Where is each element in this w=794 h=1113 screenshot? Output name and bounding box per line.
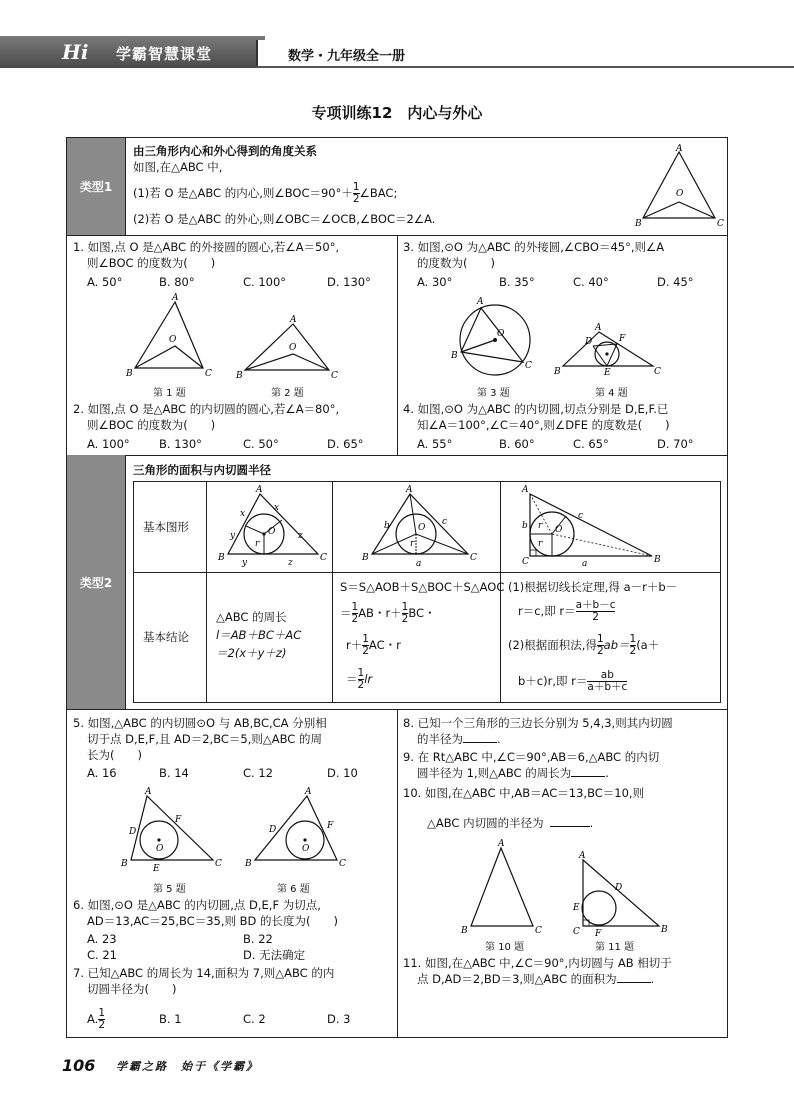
label-b: B [554, 367, 561, 377]
label-r: r [410, 539, 415, 549]
figure-10 [463, 840, 543, 938]
fraction [98, 1008, 105, 1031]
label-o: O [497, 329, 505, 339]
area-line2 [340, 602, 436, 625]
q6-option-d[interactable]: D. 无法确定 [243, 948, 306, 962]
answer-blank[interactable] [550, 817, 590, 827]
q8-line2: 的半径为 . [417, 732, 501, 746]
frac-den: 2 [596, 645, 604, 657]
q11-line2: 点 D,AD＝2,BD＝3,则△ABC 的面积为 . [417, 972, 655, 986]
label-b-side: b [522, 521, 528, 531]
label-b: B [245, 859, 252, 869]
q9-line2: 圆半径为 1,则△ABC 的周长为 . [417, 766, 609, 780]
type1-figure [635, 146, 725, 228]
q10-line1: 10. 如图,在△ABC 中,AB＝AC＝13,BC＝10,则 [403, 786, 645, 800]
brand-name: 学霸智慧课堂 [116, 45, 213, 63]
type1-intro: 如图,在△ABC 中, [133, 160, 223, 174]
frac-num: 1 [629, 633, 637, 645]
answer-blank[interactable] [571, 767, 605, 777]
label-b: B [451, 351, 458, 361]
frac-num: 1 [352, 181, 360, 193]
header-rule [256, 66, 794, 68]
label-d: D [615, 883, 623, 893]
type2-table [133, 481, 721, 703]
area-method-line2 [518, 670, 627, 693]
label-c: C [205, 369, 212, 379]
label-d: D [585, 337, 593, 347]
q1-line2: 则∠BOC 的度数为( ) [87, 256, 216, 270]
label-x: x [240, 509, 246, 519]
q6-option-b[interactable]: B. 22 [243, 932, 273, 946]
label-o: O [169, 335, 177, 345]
label-c: C [573, 927, 580, 937]
table-rule [206, 482, 207, 702]
label-c: C [470, 553, 477, 563]
q5-option-b[interactable]: B. 14 [159, 766, 189, 780]
label-b: B [654, 555, 661, 565]
label-o: O [555, 525, 563, 535]
q4-option-d[interactable]: D. 70° [657, 437, 694, 451]
area-term: lr [364, 672, 373, 686]
q1-option-d[interactable]: D. 130° [327, 275, 371, 289]
area-method-text: (2)根据面积法,得 [508, 638, 597, 652]
label-o: O [676, 189, 684, 199]
label-a-side: a [416, 559, 422, 569]
label-b: B [236, 371, 243, 381]
label-c-side: c [442, 517, 448, 527]
label-b: B [362, 553, 369, 563]
label-a: A [290, 315, 297, 325]
label-c: C [654, 367, 661, 377]
q7-line1: 7. 已知△ABC 的周长为 14,面积为 7,则△ABC 的内 [73, 966, 335, 980]
footer-slogan: 学霸之路 始于《学霸》 [116, 1060, 259, 1073]
figure-2 [236, 315, 338, 381]
label-c-side: c [578, 511, 584, 521]
label-a: A [256, 485, 263, 495]
caption-4: 第 4 题 [595, 388, 628, 399]
frac-num: 1 [98, 1007, 106, 1019]
q4-option-c[interactable]: C. 65° [573, 437, 609, 451]
q11-text: 点 D,AD＝2,BD＝3,则△ABC 的面积为 [417, 972, 617, 986]
q4-line2: 知∠A＝100°,∠C＝40°,则∠DFE 的度数是( ) [417, 418, 670, 432]
brand-logo: Hi [62, 40, 89, 64]
q6-option-c[interactable]: C. 21 [87, 948, 117, 962]
label-a: A [498, 839, 505, 849]
fraction [362, 634, 369, 657]
tangent-line2 [518, 600, 615, 623]
label-f: F [619, 334, 626, 344]
answer-blank[interactable] [617, 973, 651, 983]
row-basic-figure: 基本图形 [143, 520, 189, 534]
rule1-text: (1)若 O 是△ABC 的内心,则∠BOC＝90°＋ [133, 186, 353, 200]
label-a: A [477, 297, 484, 307]
q11-line1: 11. 如图,在△ABC 中,∠C＝90°,内切圆与 AB 相切于 [403, 956, 672, 970]
column-divider [397, 709, 398, 1038]
q10-text: △ABC 内切圆的半径为 [427, 816, 544, 830]
q9-text: 圆半径为 1,则△ABC 的周长为 [417, 766, 572, 780]
frac-den: 2 [357, 679, 365, 691]
label-b: B [635, 219, 642, 229]
area-method-text: ab＝ [603, 638, 630, 652]
q6-line1: 6. 如图,⊙O 是△ABC 的内切圆,点 D,E,F 为切点, [73, 898, 321, 912]
area-term: AC・r [368, 638, 401, 652]
frac-den: a＋b＋c [587, 681, 628, 693]
label-a-side: a [582, 559, 588, 569]
caption-6: 第 6 题 [277, 884, 310, 895]
q1-option-b[interactable]: B. 80° [159, 275, 195, 289]
fraction [587, 670, 627, 693]
q5-option-a[interactable]: A. 16 [87, 766, 117, 780]
fraction [353, 182, 360, 205]
q2-option-d[interactable]: D. 65° [327, 437, 364, 451]
figure-1 [123, 293, 213, 379]
q3-line1: 3. 如图,⊙O 为△ABC 的外接圆,∠CBO＝45°,则∠A [403, 240, 665, 254]
tangent-line1: (1)根据切线长定理,得 a－r＋b－ [508, 580, 678, 594]
q1-line1: 1. 如图,点 O 是△ABC 的外接圆的圆心,若∠A＝50°, [73, 240, 340, 254]
q6-line2: AD＝13,AC＝25,BC＝35,则 BD 的长度为( ) [87, 914, 339, 928]
divider [67, 455, 727, 456]
frac-den: 2 [401, 613, 409, 625]
q3-option-d[interactable]: D. 45° [657, 275, 694, 289]
q1-option-a[interactable]: A. 50° [87, 275, 123, 289]
label-c: C [320, 553, 327, 563]
label-c: C [215, 859, 222, 869]
tangent-text: r＝c,即 r＝ [518, 604, 576, 618]
type1-label: 类型1 [67, 138, 125, 235]
table-figure-3 [522, 485, 662, 569]
label-e: E [153, 864, 160, 874]
perimeter-line3: ＝2(x＋y＋z) [216, 646, 287, 660]
perimeter-line2: l＝AB＋BC＋AC [216, 628, 302, 642]
label-o: O [302, 844, 310, 854]
area-method-text: (a＋ [636, 638, 660, 652]
label-d: D [129, 827, 137, 837]
label-a: A [579, 851, 586, 861]
label-f: F [595, 929, 602, 939]
q2-line1: 2. 如图,点 O 是△ABC 的内切圆的圆心,若∠A＝80°, [73, 402, 340, 416]
column-divider [397, 235, 398, 455]
figure-11 [571, 851, 671, 939]
figure-5 [123, 788, 223, 874]
area-method-text: b＋c)r,即 r＝ [518, 674, 588, 688]
table-figure-2 [360, 485, 480, 569]
q7-option-d[interactable]: D. 3 [327, 1012, 351, 1026]
frac-num: 1 [362, 633, 369, 645]
label-o: O [418, 523, 426, 533]
label-b: B [661, 925, 668, 935]
label-a: A [522, 485, 529, 495]
divider [125, 138, 126, 235]
page-number: 106 [62, 1056, 96, 1075]
label-a: A [145, 787, 152, 797]
q4-option-b[interactable]: B. 60° [499, 437, 535, 451]
type1-rule1 [133, 182, 397, 205]
q2-line2: 则∠BOC 的度数为( ) [87, 418, 216, 432]
frac-den: 2 [352, 193, 360, 205]
q3-option-b[interactable]: B. 35° [499, 275, 535, 289]
exercise-frame [66, 137, 728, 1038]
label-b: B [218, 553, 225, 563]
label-z: z [298, 531, 303, 541]
caption-1: 第 1 题 [153, 388, 186, 399]
answer-blank[interactable] [463, 733, 497, 743]
label-z: z [288, 558, 293, 568]
row-basic-conclusion: 基本结论 [143, 630, 189, 644]
q5-option-c[interactable]: C. 12 [243, 766, 273, 780]
area-method-line1 [508, 634, 659, 657]
frac-den: 2 [592, 611, 599, 623]
label-o: O [268, 527, 276, 537]
label-b: B [461, 926, 468, 936]
q3-option-c[interactable]: C. 40° [573, 275, 609, 289]
q2-option-a[interactable]: A. 100° [87, 437, 130, 451]
fraction [576, 600, 616, 623]
label-f: F [327, 821, 334, 831]
q7-option-a[interactable] [87, 1008, 105, 1031]
type2-label: 类型2 [67, 455, 125, 709]
label-c: C [717, 219, 724, 229]
divider [125, 455, 126, 709]
q7-option-b[interactable]: B. 1 [159, 1012, 182, 1026]
label-c: C [525, 361, 532, 371]
caption-5: 第 5 题 [153, 884, 186, 895]
q4-option-a[interactable]: A. 55° [417, 437, 453, 451]
frac-den: 2 [98, 1019, 106, 1031]
q5-line3: 长为( ) [87, 748, 142, 762]
rule1-tail: ∠BAC; [359, 186, 398, 200]
label-a: A [676, 144, 683, 154]
q10-line2: △ABC 内切圆的半径为 . [427, 816, 594, 830]
figure-4 [554, 323, 661, 378]
page-title: 专项训练12 内心与外心 [311, 104, 483, 122]
option-letter: A. [87, 1012, 99, 1026]
q9-line1: 9. 在 Rt△ABC 中,∠C＝90°,AB＝6,△ABC 的内切 [403, 750, 660, 764]
figure-3 [451, 297, 535, 380]
caption-3: 第 3 题 [477, 388, 510, 399]
figure-6 [247, 788, 347, 874]
label-b-side: b [384, 521, 390, 531]
label-f: F [175, 815, 182, 825]
label-r: r [538, 539, 543, 549]
area-term: r＋ [346, 638, 363, 652]
area-line3 [346, 634, 401, 657]
frac-den: 2 [362, 645, 369, 657]
label-c: C [522, 557, 529, 567]
label-e: E [573, 903, 580, 913]
frac-num: 1 [401, 601, 409, 613]
fraction [597, 634, 604, 657]
frac-num: 1 [596, 633, 604, 645]
q5-option-d[interactable]: D. 10 [327, 766, 358, 780]
caption-10: 第 10 题 [485, 942, 525, 953]
label-r: r [255, 539, 260, 549]
q2-option-c[interactable]: C. 50° [243, 437, 279, 451]
label-a: A [595, 323, 602, 333]
label-b: B [121, 859, 128, 869]
q7-line2: 切圆半径为( ) [87, 982, 177, 996]
book-subject: 数学・九年级全一册 [288, 49, 406, 64]
q3-option-a[interactable]: A. 30° [417, 275, 453, 289]
label-a: A [406, 485, 413, 495]
label-o: O [156, 844, 164, 854]
table-rule [134, 572, 720, 573]
label-e: E [604, 368, 611, 378]
label-a: A [172, 293, 179, 303]
frac-num: 1 [351, 601, 359, 613]
eq-sign: ＝ [340, 606, 352, 620]
label-b: B [126, 369, 133, 379]
label-o: O [289, 343, 297, 353]
table-rule [332, 482, 333, 702]
label-y: y [230, 531, 236, 541]
perimeter-line1: △ABC 的周长 [216, 610, 287, 624]
q4-line1: 4. 如图,⊙O 为△ABC 的内切圆,切点分别是 D,E,F.已 [403, 402, 669, 416]
q7-option-c[interactable]: C. 2 [243, 1012, 266, 1026]
area-term: AB・r＋ [358, 606, 402, 620]
q5-line2: 切于点 D,E,F,且 AD＝2,BC＝5,则△ABC 的周 [87, 732, 322, 746]
label-d: D [269, 825, 277, 835]
label-x: x [274, 503, 280, 513]
label-y: y [242, 558, 248, 568]
area-line1: S＝S△AOB＋S△BOC＋S△AOC [340, 580, 505, 594]
q6-option-a[interactable]: A. 23 [87, 932, 117, 946]
table-figure-1 [218, 485, 328, 568]
eq-sign: ＝ [346, 672, 358, 686]
frac-den: 2 [629, 645, 637, 657]
label-c: C [535, 926, 542, 936]
caption-2: 第 2 题 [271, 388, 304, 399]
type1-rule2: (2)若 O 是△ABC 的外心,则∠OBC＝∠OCB,∠BOC＝2∠A. [133, 212, 436, 226]
label-r: r [538, 521, 543, 531]
q1-option-c[interactable]: C. 100° [243, 275, 287, 289]
q3-line2: 的度数为( ) [417, 256, 495, 270]
label-a: A [305, 787, 312, 797]
q8-line1: 8. 已知一个三角形的三边长分别为 5,4,3,则其内切圆 [403, 716, 673, 730]
area-line4 [346, 668, 372, 691]
caption-11: 第 11 题 [595, 942, 635, 953]
frac-num: 1 [357, 667, 365, 679]
q5-line1: 5. 如图,△ABC 的内切圆⊙O 与 AB,BC,CA 分别相 [73, 716, 327, 730]
label-c: C [339, 859, 346, 869]
frac-den: 2 [351, 613, 359, 625]
frac-num: ab [587, 670, 627, 682]
type2-title: 三角形的面积与内切圆半径 [133, 463, 271, 477]
type1-title: 由三角形内心和外心得到的角度关系 [133, 144, 317, 158]
q2-option-b[interactable]: B. 130° [159, 437, 202, 451]
page-header [0, 36, 794, 68]
frac-num: a＋b－c [575, 599, 616, 611]
area-term: BC・ [408, 606, 436, 620]
q8-text: 的半径为 [417, 732, 463, 746]
label-c: C [331, 371, 338, 381]
